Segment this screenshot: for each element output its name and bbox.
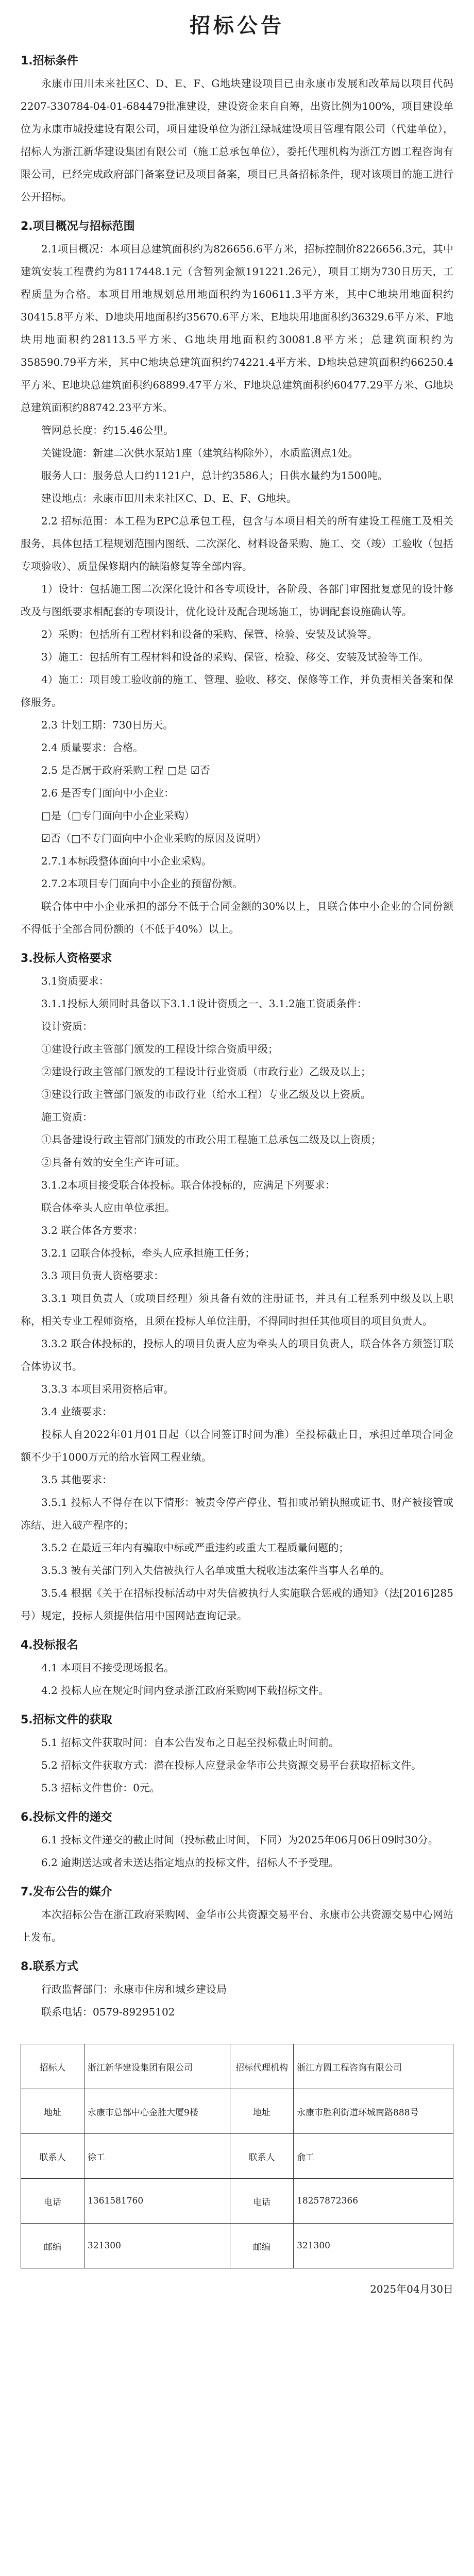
table-cell: 联系人 xyxy=(21,2134,84,2179)
paragraph: 服务人口：服务总人口约1121户，总计约3586人；日供水量约为1500吨。 xyxy=(41,469,388,482)
paragraph: 设计资质： xyxy=(41,1020,93,1032)
paragraph: 2.5 是否属于政府采购工程 □是 ☑否 xyxy=(41,764,210,776)
table-cell: 俞工 xyxy=(294,2134,453,2179)
table-cell: 永康市胜利街道环城南路888号 xyxy=(294,2089,453,2134)
paragraph: 2.1项目概况：本项目总建筑面积约为826656.6平方米，招标控制价8226656.3元，其中建筑安装工程费约为8117448.1元（含暂列金额191221.26元），项目工期为730日历天，工程质量为合格。本项目用地规划总用地面积约为160611.3平方米，其中C地块用地面积约30415.8平方米、D地块用地面积约35670.6平方米、E地块用地面积约36329.6平方米、F地块用地面积约28113.5平方米、G地块用地面积约30081.8平方米；总建筑面积约为358590.79平方米，其中C地块总建筑面积约74221.4平方米、D地块总建筑面积约66250.4平方米、E地块总建筑面积约68899.47平方米、F地块总建筑面积约60477.29平方米、G地块总建筑面积约88742.23平方米。 xyxy=(21,243,453,414)
paragraph: 管网总长度：约15.46公里。 xyxy=(41,424,174,436)
paragraph: 3.4 业绩要求： xyxy=(41,1405,113,1418)
table-cell: 地址 xyxy=(21,2089,84,2134)
section-7 xyxy=(21,1883,453,1948)
table-cell: 永康市总部中心金胜大厦9楼 xyxy=(84,2089,230,2134)
paragraph: 6.2 逾期送达或者未送达指定地点的投标文件，招标人不予受理。 xyxy=(41,1856,340,1869)
table-row xyxy=(21,2134,453,2179)
contact-table xyxy=(21,2044,453,2268)
paragraph: 3.3 项目负责人资格要求： xyxy=(41,1269,164,1282)
paragraph: 3.1.1投标人须同时具备以下3.1.1设计资质之一、3.1.2施工资质条件： xyxy=(41,997,367,1010)
paragraph: 施工资质： xyxy=(41,1111,93,1123)
paragraph: ②建设行政主管部门颁发的工程设计行业资质（市政行业）乙级及以上； xyxy=(41,1065,371,1078)
paragraph: 行政监督部门：永康市住房和城乡建设局 xyxy=(41,1983,227,1995)
paragraph: 3.5 其他要求： xyxy=(41,1473,113,1486)
paragraph: 联合体中中小企业承担的部分不低于合同金额的30%以上，且联合体中小企业的合同份额不得低于全部合同份额的（不低于40%）以上。 xyxy=(21,900,453,935)
section-heading: 2.项目概况与招标范围 xyxy=(21,220,135,233)
paragraph: 3.1资质要求： xyxy=(41,975,109,987)
paragraph: 5.2 招标文件获取方式：潜在投标人应登录金华市公共资源交易平台获取招标文件。 xyxy=(41,1759,422,1771)
table-cell: 地址 xyxy=(230,2089,294,2134)
section-4 xyxy=(21,1636,453,1702)
table-cell: 联系人 xyxy=(230,2134,294,2179)
paragraph: 投标人自2022年01月01日起（以合同签订时间为准）至投标截止日，承担过单项合同金额不少于1000万元的给水管网工程业绩。 xyxy=(21,1428,453,1463)
paragraph: 2）采购：包括所有工程材料和设备的采购、保管、检验、安装及试验等。 xyxy=(41,628,378,640)
paragraph: 6.1 投标文件递交的截止时间（投标截止时间，下同）为2025年06月06日09时30分。 xyxy=(41,1834,438,1846)
page-title: 招标公告 xyxy=(190,14,284,38)
table-cell: 浙江新华建设集团有限公司 xyxy=(84,2044,230,2089)
paragraph: 4.1 本项目不接受现场报名。 xyxy=(41,1662,175,1674)
paragraph: 本次招标公告在浙江政府采购网、金华市公共资源交易平台、永康市公共资源交易中心网站上发布。 xyxy=(21,1908,453,1943)
table-cell: 321300 xyxy=(294,2224,453,2268)
paragraph: 4）施工：项目竣工验收前的施工、管理、验收、移交、保修等工作，并负责相关备案和保修服务。 xyxy=(21,673,453,708)
paragraph: □是（□专门面向中小企业采购） xyxy=(41,809,195,822)
paragraph: ☑否（□不专门面向中小企业采购的原因及说明） xyxy=(41,832,266,844)
table-row xyxy=(21,2044,453,2089)
paragraph: 1）设计：包括施工图二次深化设计和各专项设计，各阶段、各部门审图批复意见的设计修改及与图纸要求相配套的专项设计，优化设计及配合现场施工，协调配套设施确认等。 xyxy=(21,583,453,618)
table-cell: 321300 xyxy=(84,2224,230,2268)
paragraph: 4.2 投标人应在规定时间内登录浙江政府采购网下载招标文件。 xyxy=(41,1684,329,1697)
section-2 xyxy=(21,217,453,940)
paragraph: 2.7.2本项目专门面向中小企业的预留份额。 xyxy=(41,877,243,890)
table-cell: 1361581760 xyxy=(84,2179,230,2224)
paragraph: 3.2 联合体各方要求： xyxy=(41,1224,144,1236)
paragraph: ①建设行政主管部门颁发的工程设计综合资质甲级； xyxy=(41,1043,278,1055)
paragraph: 2.3 计划工期：730日历天。 xyxy=(41,719,174,731)
table-cell: 浙江方圆工程咨询有限公司 xyxy=(294,2044,453,2089)
paragraph: 3.3.3 本项目采用资格后审。 xyxy=(41,1383,174,1395)
paragraph: ③建设行政主管部门颁发的市政行业（给水工程）专业乙级及以上资质。 xyxy=(41,1088,371,1100)
section-3 xyxy=(21,950,453,1627)
table-cell: 邮编 xyxy=(230,2224,294,2268)
paragraph: 3）施工：包括所有工程材料和设备的采购、保管、检验、移交、安装及试验等工作。 xyxy=(41,651,429,663)
paragraph: 3.5.2 在最近三年内有骗取中标或严重违约或重大工程质量问题的； xyxy=(41,1541,349,1554)
table-cell: 电话 xyxy=(21,2179,84,2224)
table-row xyxy=(21,2179,453,2224)
paragraph: 2.6 是否专门面向中小企业： xyxy=(41,787,175,799)
paragraph: 2.2 招标范围：本工程为EPC总承包工程，包含与本项目相关的所有建设工程施工及相关服务，具体包括工程规划范围内图纸、二次深化、材料设备采购、施工、交（竣）工验收（包括专项验收）、质量保修期内的缺陷修复等全部内容。 xyxy=(21,515,453,572)
paragraph: 3.1.2本项目接受联合体投标。联合体投标的，应满足下列要求： xyxy=(41,1179,335,1191)
paragraph: 建设地点：永康市田川未来社区C、D、E、F、G地块。 xyxy=(41,492,297,504)
paragraph: 永康市田川未来社区C、D、E、F、G地块建设项目已由永康市发展和改革局以项目代码2207-330784-04-01-684479批准建设，建设资金来自自筹，出资比例为100%，项目建设单位为永康市城投建设有限公司，项目建设单位为浙江绿城建设项目管理有限公司（代建单位），招标人为浙江新华建设集团有限公司（施工总承包单位），委托代理机构为浙江方圆工程咨询有限公司，已经完成政府部门备案登记及项目备案，项目已具备招标条件，现对该项目的施工进行公开招标。 xyxy=(21,77,453,203)
table-row xyxy=(21,2089,453,2134)
paragraph: 5.1 招标文件获取时间：自本公告发布之日起至投标截止时间前。 xyxy=(41,1736,340,1749)
paragraph: 5.3 招标文件售价：0元。 xyxy=(41,1782,160,1794)
table-cell: 徐工 xyxy=(84,2134,230,2179)
announcement-page xyxy=(21,0,453,2296)
paragraph: 3.5.3 被有关部门列入失信被执行人名单或重大税收违法案件当事人名单的。 xyxy=(41,1564,391,1577)
paragraph: 3.2.1 ☑联合体投标，牵头人应承担施工任务； xyxy=(41,1247,256,1259)
table-cell: 邮编 xyxy=(21,2224,84,2268)
section-heading: 5.招标文件的获取 xyxy=(21,1714,112,1726)
section-heading: 7.发布公告的媒介 xyxy=(21,1886,112,1899)
paragraph: 3.5.4 根据《关于在招标投标活动中对失信被执行人实施联合惩戒的通知》（法[2016]285号）规定，投标人须提供信用中国网站查询记录。 xyxy=(21,1587,453,1622)
table-row xyxy=(21,2224,453,2268)
paragraph: 联合体牵头人应由单位承担。 xyxy=(41,1201,175,1214)
paragraph: 关键设施：新建二次供水泵站1座（建筑结构除外），水质监测点1处。 xyxy=(41,447,359,459)
paragraph: 2.4 质量要求：合格。 xyxy=(41,741,144,754)
paragraph: ①具备建设行政主管部门颁发的市政公用工程施工总承包二级及以上资质； xyxy=(41,1133,381,1146)
publish-date: 2025年04月30日 xyxy=(370,2283,453,2295)
paragraph: 2.7.1本标段整体面向中小企业采购。 xyxy=(41,855,212,867)
table-cell: 电话 xyxy=(230,2179,294,2224)
section-heading: 1.招标条件 xyxy=(21,55,78,67)
paragraph: 3.3.2 联合体投标的，投标人的项目负责人应为牵头人的项目负责人，联合体各方须签订联合体协议书。 xyxy=(21,1337,453,1372)
section-8 xyxy=(21,1958,453,2023)
section-heading: 4.投标报名 xyxy=(21,1639,78,1652)
paragraph: 3.3.1 项目负责人（或项目经理）须具备有效的注册证书，并具有工程系列中级及以上职称，相关专业工程师资格，且须在投标人单位注册，不得同时担任其他项目的项目负责人。 xyxy=(21,1292,453,1327)
paragraph: ②具备有效的安全生产许可证。 xyxy=(41,1156,185,1168)
section-heading: 3.投标人资格要求 xyxy=(21,952,112,965)
paragraph: 3.5.1 投标人不得存在以下情形：被责令停产停业、暂扣或吊销执照或证书、财产被接管或冻结、进入破产程序的； xyxy=(21,1496,453,1531)
section-1 xyxy=(21,52,453,208)
table-cell: 招标人 xyxy=(21,2044,84,2089)
table-cell: 18257872366 xyxy=(294,2179,453,2224)
section-6 xyxy=(21,1808,453,1874)
section-heading: 6.投标文件的递交 xyxy=(21,1811,112,1824)
table-cell: 招标代理机构 xyxy=(230,2044,294,2089)
section-5 xyxy=(21,1711,453,1799)
section-heading: 8.联系方式 xyxy=(21,1960,78,1973)
paragraph: 联系电话：0579-89295102 xyxy=(41,2006,175,2018)
